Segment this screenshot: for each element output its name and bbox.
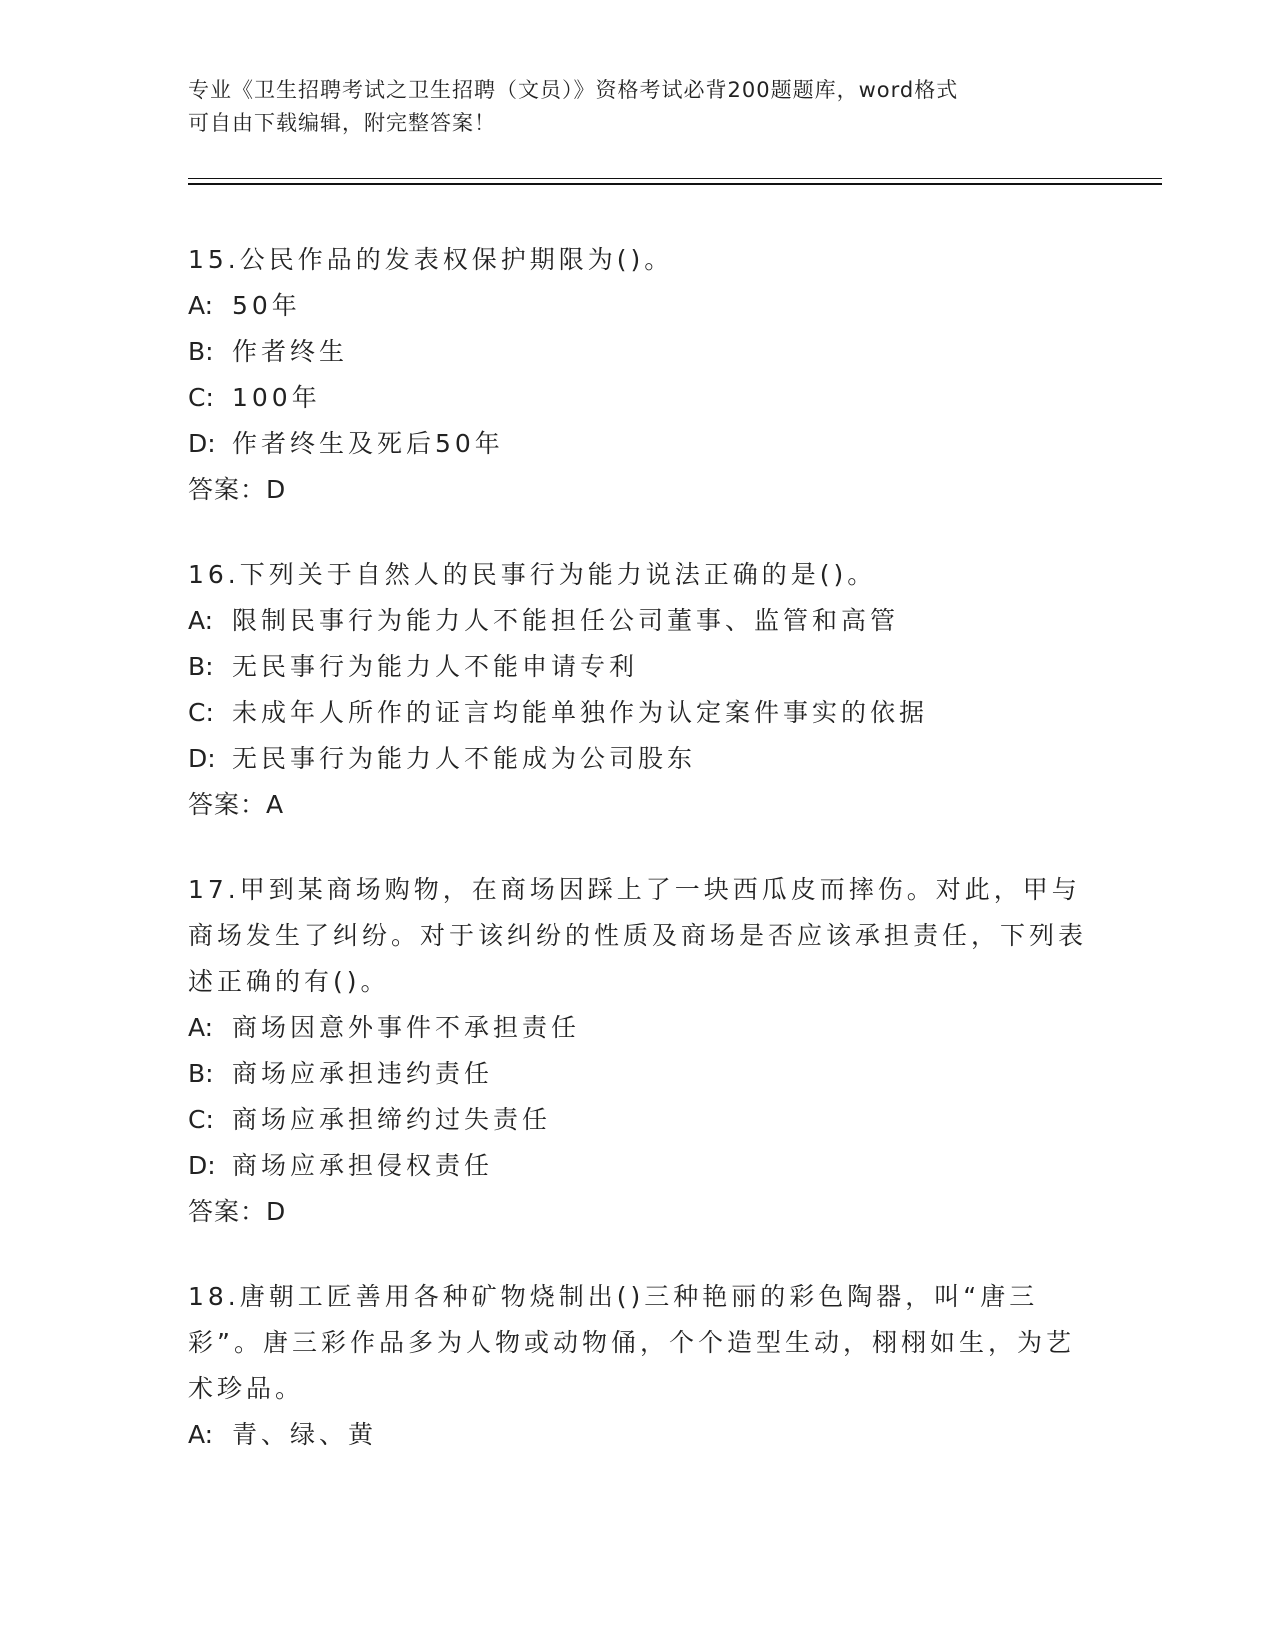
option-text: 限制民事行为能力人不能担任公司董事、监管和高管 xyxy=(232,606,900,635)
header-line-1: 专业《卫生招聘考试之卫生招聘（文员）》资格考试必背200题题库，word格式 xyxy=(188,78,959,102)
option-text: 50年 xyxy=(232,291,301,320)
answer-text: 答案：A xyxy=(188,790,285,819)
header-divider-thick xyxy=(188,183,1162,185)
option-text: 无民事行为能力人不能成为公司股东 xyxy=(232,744,697,773)
answer-text: 答案：D xyxy=(188,1197,287,1226)
option-d xyxy=(188,421,1088,467)
option-text: 作者终生及死后50年 xyxy=(232,429,504,458)
option-letter: B: xyxy=(188,337,214,366)
option-a xyxy=(188,1412,1088,1458)
option-letter: A: xyxy=(188,606,214,635)
option-letter: D: xyxy=(188,744,216,773)
question-stem: 16.下列关于自然人的民事行为能力说法正确的是()。 xyxy=(188,560,877,589)
option-letter: B: xyxy=(188,652,214,681)
option-letter: D: xyxy=(188,1151,216,1180)
option-text: 作者终生 xyxy=(232,337,349,366)
question-18 xyxy=(188,1274,1088,1458)
header-divider xyxy=(188,178,1162,179)
option-a xyxy=(188,1005,1088,1051)
option-text: 商场因意外事件不承担责任 xyxy=(232,1013,581,1042)
option-text: 无民事行为能力人不能申请专利 xyxy=(232,652,639,681)
question-stem: 15.公民作品的发表权保护期限为()。 xyxy=(188,245,674,274)
option-b xyxy=(188,644,1088,690)
question-list xyxy=(188,237,1088,1497)
option-letter: A: xyxy=(188,1420,214,1449)
option-text: 商场应承担缔约过失责任 xyxy=(232,1105,552,1134)
header-line-2: 可自由下载编辑，附完整答案！ xyxy=(188,111,496,135)
option-letter: A: xyxy=(188,291,214,320)
option-d xyxy=(188,736,1088,782)
option-letter: A: xyxy=(188,1013,214,1042)
option-text: 商场应承担侵权责任 xyxy=(232,1151,494,1180)
option-a xyxy=(188,283,1088,329)
question-17 xyxy=(188,867,1088,1235)
option-b xyxy=(188,329,1088,375)
option-text: 100年 xyxy=(232,383,321,412)
option-c xyxy=(188,1097,1088,1143)
option-c xyxy=(188,375,1088,421)
answer-text: 答案：D xyxy=(188,475,287,504)
option-letter: C: xyxy=(188,383,214,412)
question-stem: 17.甲到某商场购物，在商场因踩上了一块西瓜皮而摔伤。对此，甲与商场发生了纠纷。对于该纠纷的性质及商场是否应该承担责任，下列表述正确的有()。 xyxy=(188,875,1088,996)
option-text: 未成年人所作的证言均能单独作为认定案件事实的依据 xyxy=(232,698,929,727)
option-c xyxy=(188,690,1088,736)
option-d xyxy=(188,1143,1088,1189)
option-letter: C: xyxy=(188,698,214,727)
option-a xyxy=(188,598,1088,644)
question-15 xyxy=(188,237,1088,513)
question-stem: 18.唐朝工匠善用各种矿物烧制出()三种艳丽的彩色陶器，叫“唐三彩”。唐三彩作品多为人物或动物俑，个个造型生动，栩栩如生，为艺术珍品。 xyxy=(188,1282,1075,1403)
question-16 xyxy=(188,552,1088,828)
option-letter: B: xyxy=(188,1059,214,1088)
option-b xyxy=(188,1051,1088,1097)
option-letter: D: xyxy=(188,429,216,458)
option-text: 青、绿、黄 xyxy=(232,1420,378,1449)
option-letter: C: xyxy=(188,1105,214,1134)
document-header xyxy=(188,74,1088,140)
option-text: 商场应承担违约责任 xyxy=(232,1059,494,1088)
